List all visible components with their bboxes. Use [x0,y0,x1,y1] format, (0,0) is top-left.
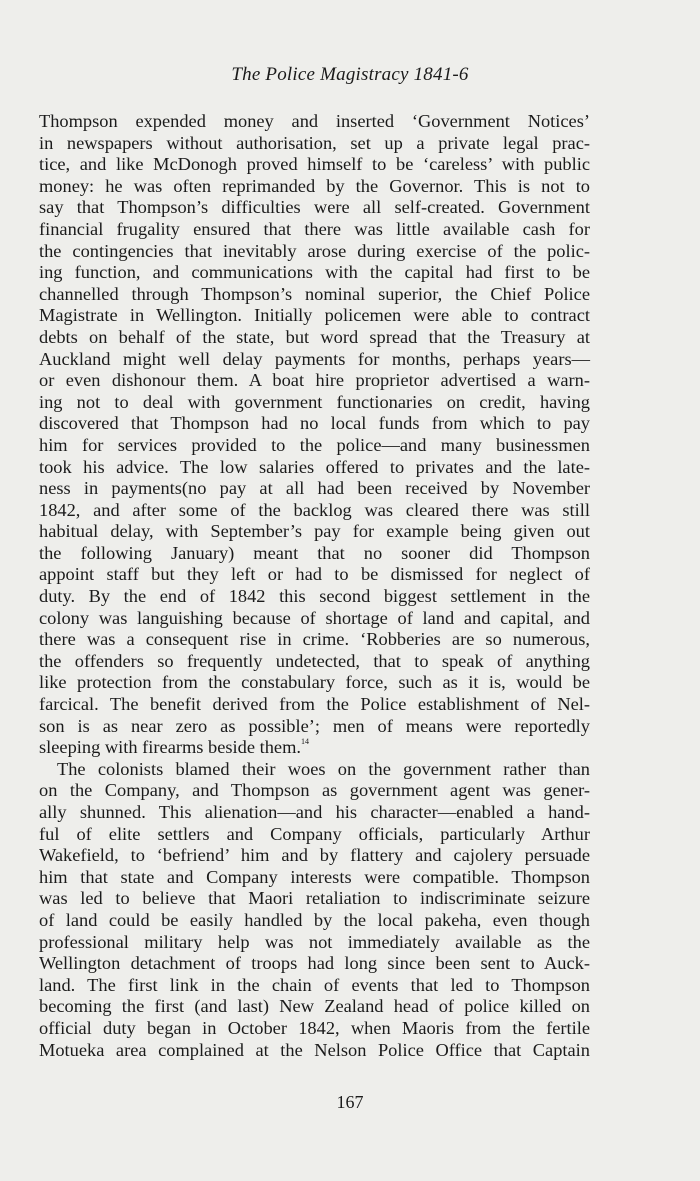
text-line: land. The first link in the chain of events that led to Thompson [39,974,590,995]
text-line: Magistrate in Wellington. Initially policemen were able to contract [39,305,590,326]
text-line: tice, and like McDonogh proved himself to be ‘careless’ with public [39,154,590,175]
last-line-text: sleeping with firearms beside them. [39,737,301,758]
text-line: farcical. The benefit derived from the Police establishment of Nel- [39,694,590,715]
text-line: appoint staff but they left or had to be dismissed for neglect of [39,564,590,585]
text-line: took his advice. The low salaries offered to privates and the late- [39,456,590,477]
text-line: colony was languishing because of shortage of land and capital, and [39,607,590,628]
text-line: of land could be easily handled by the local pakeha, even though [39,909,590,930]
text-line: ing function, and communications with the capital had first to be [39,262,590,283]
text-line: channelled through Thompson’s nominal superior, the Chief Police [39,283,590,304]
text-line: or even dishonour them. A boat hire proprietor advertised a warn- [39,370,590,391]
text-line: him for services provided to the police—and many businessmen [39,434,590,455]
text-line: like protection from the constabulary force, such as it is, would be [39,672,590,693]
text-line: discovered that Thompson had no local funds from which to pay [39,413,590,434]
text-line: 1842, and after some of the backlog was cleared there was still [39,499,590,520]
text-line: ness in payments(no pay at all had been received by November [39,478,590,499]
text-line: Wakefield, to ‘befriend’ him and by flattery and cajolery persuade [39,845,590,866]
text-line: say that Thompson’s difficulties were all self-created. Government [39,197,590,218]
text-line: Auckland might well delay payments for months, perhaps years— [39,348,590,369]
text-line: financial frugality ensured that there was little available cash for [39,218,590,239]
text-line: was led to believe that Maori retaliation to indiscriminate seizure [39,888,590,909]
text-line: Motueka area complained at the Nelson Police Office that Captain [39,1039,590,1060]
page-number: 167 [336,1092,364,1112]
text-line: the following January) meant that no sooner did Thompson [39,542,590,563]
text-line: ally shunned. This alienation—and his character—enabled a hand- [39,802,590,822]
text-line: in newspapers without authorisation, set up a private legal prac- [39,132,590,153]
text-line: official duty began in October 1842, when Maoris from the fertile [39,1017,590,1038]
text-line: duty. By the end of 1842 this second biggest settlement in the [39,586,590,607]
text-line: him that state and Company interests were compatible. Thompson [39,866,590,887]
text-line: Wellington detachment of troops had long since been sent to Auck- [39,953,590,974]
text-line-last [39,737,590,759]
text-line: becoming the first (and last) New Zealand head of police killed on [39,996,590,1017]
text-line: money: he was often reprimanded by the Governor. This is not to [39,175,590,196]
text-line: there was a consequent rise in crime. ‘Robberies are so numerous, [39,629,590,650]
text-line: The colonists blamed their woes on the government rather than [57,758,590,779]
text-line: habitual delay, with September’s pay for example being given out [39,521,590,542]
text-line: the contingencies that inevitably arose during exercise of the polic- [39,240,590,261]
text-line: on the Company, and Thompson as government agent was gener- [39,780,590,801]
text-line: Thompson expended money and inserted ‘Government Notices’ [39,111,590,131]
text-line: son is as near zero as possible’; men of means were reportedly [39,715,590,736]
footnote-marker[interactable]: 14 [301,737,309,747]
text-line: the offenders so frequently undetected, that to speak of anything [39,650,590,671]
running-head: The Police Magistracy 1841-6 [231,64,469,85]
text-line: ful of elite settlers and Company officials, particularly Arthur [39,823,590,844]
paragraph-2 [39,759,590,1061]
text-line: ing not to deal with government functionaries on credit, having [39,391,590,412]
body-text [39,111,590,1061]
paragraph-1 [39,111,590,759]
text-line: professional military help was not immediately available as the [39,931,590,952]
text-line: debts on behalf of the state, but word spread that the Treasury at [39,326,590,347]
